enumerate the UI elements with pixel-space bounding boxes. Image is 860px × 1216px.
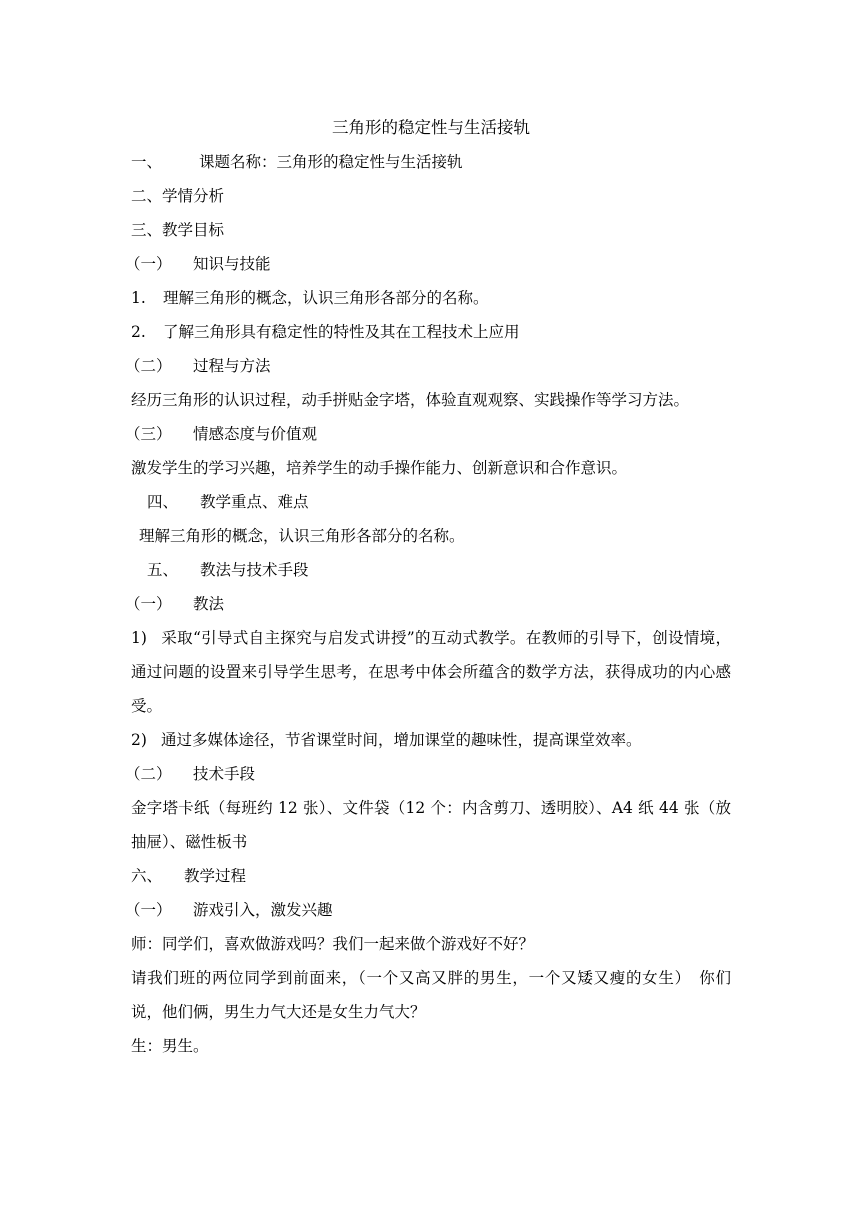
- dialogue-line: 生：男生。: [131, 1037, 209, 1055]
- subheading-text: 过程与方法: [193, 357, 271, 375]
- subheading-number: （一）: [125, 255, 172, 273]
- subheading-knowledge-skills: [125, 247, 731, 281]
- heading-key-points: [131, 485, 731, 519]
- heading-number: 四、: [147, 493, 179, 511]
- list-text: 采取“引导式自主探究与启发式讲授”的互动式教学。在教师的引导下，创设情境，通过问题的设置来引导学生思考，在思考中体会所蕴含的数学方法，获得成功的内心感受。: [131, 629, 731, 715]
- subheading-text: 教法: [193, 595, 225, 613]
- subheading-number: （二）: [125, 357, 172, 375]
- list-number: 1.: [131, 289, 146, 307]
- paragraph: 金字塔卡纸（每班约 12 张）、文件袋（12 个：内含剪刀、透明胶）、A4 纸 44 张（放抽屉）、磁性板书: [131, 799, 731, 851]
- heading-text: 课题名称：三角形的稳定性与生活接轨: [199, 153, 463, 171]
- subheading-number: （二）: [125, 765, 172, 783]
- list-text: 了解三角形具有稳定性的特性及其在工程技术上应用: [163, 323, 520, 341]
- heading-number: 一、: [131, 153, 163, 171]
- subheading-number: （一）: [125, 595, 172, 613]
- heading-text: 教学重点、难点: [200, 493, 309, 511]
- list-number: 2.: [131, 323, 146, 341]
- document-title: 三角形的稳定性与生活接轨: [332, 118, 530, 137]
- subheading-text: 技术手段: [193, 765, 256, 783]
- subheading-number: （三）: [125, 425, 172, 443]
- heading-teaching-process: [131, 859, 731, 893]
- list-item: [131, 723, 731, 757]
- dialogue-line: 师：同学们，喜欢做游戏吗？我们一起来做个游戏好不好？: [131, 935, 535, 953]
- subheading-number: （一）: [125, 901, 172, 919]
- dialogue-line: 请我们班的两位同学到前面来，（一个又高又胖的男生，一个又矮又瘦的女生） 你们说，他们俩，男生力气大还是女生力气大？: [131, 969, 731, 1021]
- paragraph: 经历三角形的认识过程，动手拼贴金字塔，体验直观观察、实践操作等学习方法。: [131, 391, 690, 409]
- document-body: [125, 111, 731, 1063]
- list-number: 2): [131, 731, 147, 749]
- subheading-technical-means: [125, 757, 731, 791]
- paragraph: 理解三角形的概念，认识三角形各部分的名称。: [139, 527, 465, 545]
- list-item: [131, 621, 731, 723]
- subheading-process-method: [125, 349, 731, 383]
- heading-text: 教法与技术手段: [200, 561, 309, 579]
- list-item: [131, 281, 731, 315]
- paragraph: 激发学生的学习兴趣，培养学生的动手操作能力、创新意识和合作意识。: [131, 459, 628, 477]
- heading-number: 五、: [147, 561, 179, 579]
- list-text: 理解三角形的概念，认识三角形各部分的名称。: [163, 289, 489, 307]
- subheading-game-intro: [125, 893, 731, 927]
- heading-teaching-goals: 三、教学目标: [131, 221, 225, 239]
- subheading-text: 游戏引入，激发兴趣: [193, 901, 333, 919]
- list-item: [131, 315, 731, 349]
- heading-course-name: [131, 145, 731, 179]
- subheading-teaching-method: [125, 587, 731, 621]
- list-text: 通过多媒体途径，节省课堂时间，增加课堂的趣味性，提高课堂效率。: [161, 731, 642, 749]
- heading-student-analysis: 二、学情分析: [131, 187, 225, 205]
- subheading-text: 情感态度与价值观: [193, 425, 318, 443]
- subheading-text: 知识与技能: [193, 255, 271, 273]
- subheading-emotion-values: [125, 417, 731, 451]
- heading-methods-tools: [131, 553, 731, 587]
- list-number: 1): [131, 629, 147, 647]
- heading-text: 教学过程: [184, 867, 247, 885]
- heading-number: 六、: [131, 867, 163, 885]
